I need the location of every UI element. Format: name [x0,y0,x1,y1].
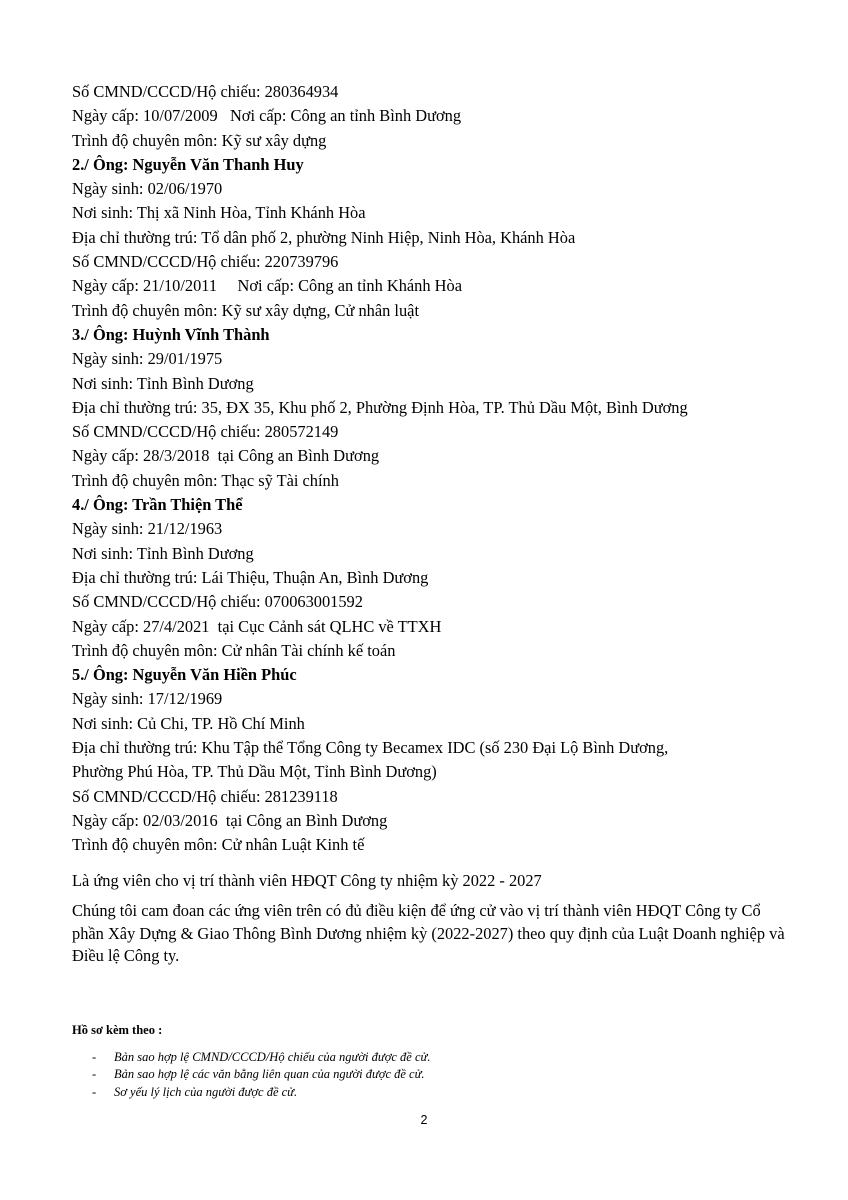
attachment-text: Bản sao hợp lệ các văn bằng liên quan của người được đề cử. [114,1067,425,1082]
attachment-text: Sơ yếu lý lịch của người được đề cử. [114,1084,298,1099]
candidate-2-dob: Ngày sinh: 02/06/1970 [72,179,223,199]
candidacy-statement: Là ứng viên cho vị trí thành viên HĐQT Công ty nhiệm kỳ 2022 - 2027 [72,870,542,890]
candidate-2-id: Số CMND/CCCD/Hộ chiếu: 220739796 [72,252,339,272]
list-item [92,1049,430,1066]
candidate-4-id: Số CMND/CCCD/Hộ chiếu: 070063001592 [72,592,363,612]
main-content [72,80,792,968]
attachments-list [92,1049,430,1101]
candidate-3-id: Số CMND/CCCD/Hộ chiếu: 280572149 [72,422,339,442]
candidate-5-issue: Ngày cấp: 02/03/2016 tại Công an Bình Dương [72,810,388,830]
candidate-2-pob: Nơi sinh: Thị xã Ninh Hòa, Tỉnh Khánh Hòa [72,203,366,223]
candidate-3-qualification: Trình độ chuyên môn: Thạc sỹ Tài chính [72,470,339,490]
bullet-dash: - [92,1067,97,1082]
candidate-3-heading: 3./ Ông: Huỳnh Vĩnh Thành [72,324,270,344]
candidate-4-dob: Ngày sinh: 21/12/1963 [72,519,223,539]
candidate-5-qualification: Trình độ chuyên môn: Cử nhân Luật Kinh tế [72,835,365,855]
candidate-4-pob: Nơi sinh: Tỉnh Bình Dương [72,543,254,563]
candidate-5-heading: 5./ Ông: Nguyễn Văn Hiền Phúc [72,665,297,685]
attachment-text: Bản sao hợp lệ CMND/CCCD/Hộ chiếu của người được đề cử. [114,1050,431,1064]
attachments-title: Hồ sơ kèm theo : [72,1023,163,1037]
candidate-4-qualification: Trình độ chuyên môn: Cử nhân Tài chính kế toán [72,640,396,660]
candidate-4-issue: Ngày cấp: 27/4/2021 tại Cục Cảnh sát QLHC về TTXH [72,616,442,636]
candidate-5-pob: Nơi sinh: Củ Chi, TP. Hồ Chí Minh [72,713,305,733]
page-number: 2 [420,1113,428,1127]
bullet-dash: - [92,1084,97,1099]
candidate-3-pob: Nơi sinh: Tỉnh Bình Dương [72,373,254,393]
candidate-5-id: Số CMND/CCCD/Hộ chiếu: 281239118 [72,786,338,806]
commitment-statement: Chúng tôi cam đoan các ứng viên trên có đủ điều kiện để ứng cử vào vị trí thành viên HĐQT Công ty Cổ phần Xây Dựng & Giao Thông Bình Dương nhiệm kỳ (2022-2027) theo quy định của Luật Doanh nghiệp và Điều lệ Công ty. [72,901,785,965]
list-item [92,1066,430,1083]
candidate-3-dob: Ngày sinh: 29/01/1975 [72,349,223,369]
candidate-2-address: Địa chỉ thường trú: Tổ dân phố 2, phường Ninh Hiệp, Ninh Hòa, Khánh Hòa [72,227,576,247]
candidate-4-address: Địa chỉ thường trú: Lái Thiệu, Thuận An, Bình Dương [72,567,429,587]
candidate-1-issue: Ngày cấp: 10/07/2009 Nơi cấp: Công an tỉnh Bình Dương [72,106,462,126]
candidate-2-heading: 2./ Ông: Nguyễn Văn Thanh Huy [72,154,304,174]
bullet-dash: - [92,1050,97,1064]
candidate-2-qualification: Trình độ chuyên môn: Kỹ sư xây dựng, Cử nhân luật [72,300,420,320]
candidate-3-issue: Ngày cấp: 28/3/2018 tại Công an Bình Dương [72,446,380,466]
candidate-2-issue: Ngày cấp: 21/10/2011 Nơi cấp: Công an tỉnh Khánh Hòa [72,276,462,296]
candidate-5-address: Địa chỉ thường trú: Khu Tập thể Tổng Công ty Becamex IDC (số 230 Đại Lộ Bình Dương, Phường Phú Hòa, TP. Thủ Dầu Một, Tỉnh Bình Dương) [72,738,669,782]
candidate-1-qualification: Trình độ chuyên môn: Kỹ sư xây dựng [72,130,327,150]
list-item [92,1084,430,1101]
candidate-4-heading: 4./ Ông: Trần Thiện Thể [72,495,243,515]
candidate-3-address: Địa chỉ thường trú: 35, ĐX 35, Khu phố 2, Phường Định Hòa, TP. Thủ Dầu Một, Bình Dương [72,397,688,417]
candidate-5-dob: Ngày sinh: 17/12/1969 [72,689,223,709]
candidate-1-id: Số CMND/CCCD/Hộ chiếu: 280364934 [72,82,339,101]
